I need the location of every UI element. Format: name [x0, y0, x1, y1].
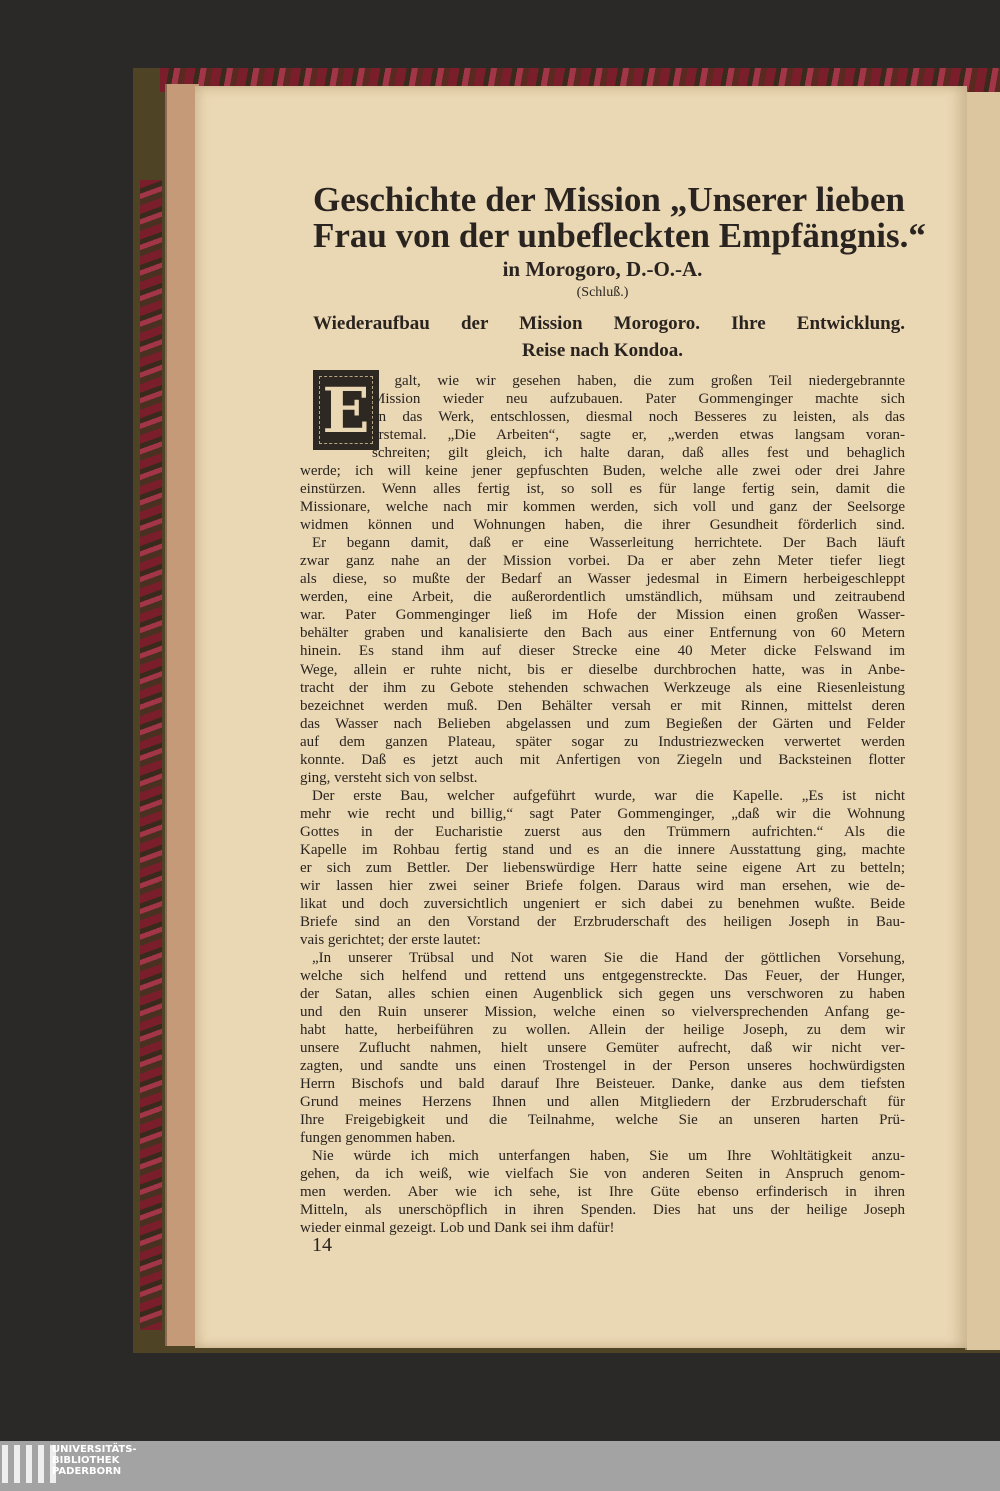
text-line: an das Werk, entschlossen, diesmal noch Besseres zu leisten, als das — [372, 409, 905, 426]
text-line: wir lassen hier zwei seiner Briefe folgen. Daraus wird man ersehen, wie de- — [300, 877, 905, 894]
text-line: tracht der ihm zu Gebote stehenden schwachen Werkzeuge als eine Riesenleistung — [300, 679, 905, 696]
text-line: behälter graben und kanalisierte den Bach aus einer Entfernung von 60 Metern — [300, 625, 905, 642]
library-logo-text — [52, 1444, 137, 1477]
page-number: 14 — [312, 1234, 332, 1256]
text-line: schreiten; gilt gleich, ich halte daran, daß alles fest und behaglich — [372, 445, 905, 462]
page-edge-left — [165, 84, 199, 1346]
initial-letter: E — [322, 373, 370, 447]
text-line: Nie würde ich mich unterfangen haben, Sie um Ihre Wohltätigkeit anzu- — [312, 1148, 905, 1165]
text-line: Missionare, welche nach mir kommen werden, sich voll und ganz der Seelsorge — [300, 499, 905, 516]
text-line: Grund meines Herzens Ihnen und allen Mitgliedern der Erzbruderschaft für — [300, 1094, 905, 1111]
section-heading-line-2: Reise nach Kondoa. — [522, 340, 683, 361]
text-line: Kapelle im Rohbau fertig stand und es an die innere Ausstattung ging, machte — [300, 841, 905, 858]
text-line: widmen können und Wohnungen haben, die ihrer Gesundheit förderlich sind. — [300, 517, 905, 534]
text-line: likat und doch zuversichtlich ungeniert er sich dabei zu benehmen wußte. Beide — [300, 895, 905, 912]
marbled-edge-left — [140, 180, 162, 1330]
logo-line: PADERBORN — [52, 1466, 122, 1477]
library-footer — [0, 1441, 1000, 1491]
text-line: Wege, allein er ruhte nicht, bis er dieselbe durchbrochen hatte, was in Anbe- — [300, 661, 905, 678]
text-line: auf dem ganzen Plateau, später sogar zu Industriezwecken verwertet werden — [300, 733, 905, 750]
text-line: welche sich helfend und rettend uns entgegenstreckte. Das Feuer, der Hunger, — [300, 968, 905, 985]
text-line: men werden. Aber wie ich sehe, ist Ihre Güte ebenso erfinderisch in ihren — [300, 1184, 905, 1201]
text-line: zagten, und sandte uns einen Trostengel in der Person unseres hochwürdigsten — [300, 1058, 905, 1075]
text-line: als diese, so mußte der Bedarf an Wasser jedesmal in Eimern herbeigeschleppt — [300, 571, 905, 588]
text-line: unsere Zuflucht nahmen, hielt unsere Gemüter aufrecht, daß wir nicht ver- — [300, 1040, 905, 1057]
text-line: habt hatte, herbeiführen zu wollen. Allein der heilige Joseph, zu dem wir — [300, 1022, 905, 1039]
text-line: Der erste Bau, welcher aufgeführt wurde, war die Kapelle. „Es ist nicht — [312, 787, 905, 804]
text-line: vais gerichtet; der erste lautet: — [300, 931, 481, 948]
text-line: das Wasser nach Belieben abgelassen und zum Begießen der Gärten und Felder — [300, 715, 905, 732]
text-line: s galt, wie wir gesehen haben, die zum großen Teil niedergebrannte — [372, 373, 905, 389]
article-title-line-1: Geschichte der Mission „Unserer lieben — [313, 180, 905, 219]
text-line: wieder einmal gezeigt. Lob und Dank sei ihm dafür! — [300, 1220, 615, 1237]
text-line: und den Ruin unserer Mission, welche einen so vielversprechenden Anfang ge- — [300, 1004, 905, 1021]
text-line: erstemal. „Die Arbeiten“, sagte er, „werden etwas langsam voran- — [372, 427, 905, 444]
text-line: ging, versteht sich von selbst. — [300, 769, 478, 786]
text-line: zwar ganz nahe an der Mission vorbei. Da er aber zehn Meter tiefer liegt — [300, 553, 905, 570]
text-line: werden, eine Arbeit, die außerordentlich umständlich, mühsam und zeitraubend — [300, 589, 905, 606]
text-line: hinein. Es stand ihm auf dieser Strecke eine 40 Meter dicke Felswand im — [300, 643, 905, 660]
text-line: Ihre Freigebigkeit und die Teilnahme, welche Sie an unseren harten Prü- — [300, 1112, 905, 1129]
text-line: er sich zum Bettler. Der liebenswürdige Herr hatte seine eigene Art zu betteln; — [300, 859, 905, 876]
library-logo-icon — [2, 1445, 56, 1483]
text-line: konnte. Daß es jetzt auch mit Anfertigen von Ziegeln und Backsteinen flotter — [300, 751, 905, 768]
text-line: der Satan, alles schien einen Augenblick sich gegen uns verschworen zu haben — [300, 986, 905, 1003]
logo-line: BIBLIOTHEK — [52, 1455, 120, 1466]
text-line: Mission wieder neu aufzubauen. Pater Gommenginger machte sich — [372, 391, 905, 408]
page-edge-right — [965, 92, 1000, 1350]
text-line: „In unserer Trübsal und Not waren Sie die Hand der göttlichen Vorsehung, — [312, 950, 905, 966]
text-line: Briefe sind an den Vorstand der Erzbruderschaft des heiligen Joseph in Bau- — [300, 913, 905, 930]
text-line: fungen genommen haben. — [300, 1130, 456, 1147]
section-heading-line-1: Wiederaufbau der Mission Morogoro. Ihre Entwicklung. — [313, 313, 905, 334]
text-line: mehr wie recht und billig,“ sagt Pater Gommenginger, „daß wir die Wohnung — [300, 805, 905, 822]
text-line: war. Pater Gommenginger ließ im Hofe der Mission einen großen Wasser- — [300, 607, 905, 624]
article-body — [300, 372, 905, 1238]
article-continuation-note: (Schluß.) — [576, 285, 629, 300]
text-line: gehen, da ich weiß, wie vielfach Sie von anderen Seiten in Anspruch genom- — [300, 1166, 905, 1183]
text-line: einstürzen. Wenn alles fertig ist, so soll es für lange fertig sein, damit die — [300, 481, 905, 498]
text-line: bezeichnet werden muß. Den Behälter versah er mit Rinnen, mittelst deren — [300, 697, 905, 714]
article-place: in Morogoro, D.-O.-A. — [502, 257, 703, 281]
text-line: Mitteln, als unerschöpflich in ihren Spenden. Dies hat uns der heilige Joseph — [300, 1202, 905, 1219]
text-line: Gottes in der Eucharistie zuerst aus den Trümmern aufrichten.“ Als die — [300, 823, 905, 840]
text-line: Er begann damit, daß er eine Wasserleitung herrichtete. Der Bach läuft — [312, 535, 905, 552]
text-line: Herrn Bischofs und bald darauf Ihre Beisteuer. Danke, danke aus dem tiefsten — [300, 1076, 905, 1093]
text-line: werde; ich will keine jener gepfuschten Buden, welche alle zwei oder drei Jahre — [300, 463, 905, 480]
article-title-line-2: Frau von der unbefleckten Empfängnis.“ — [313, 216, 926, 255]
logo-line: UNIVERSITÄTS- — [52, 1444, 137, 1455]
